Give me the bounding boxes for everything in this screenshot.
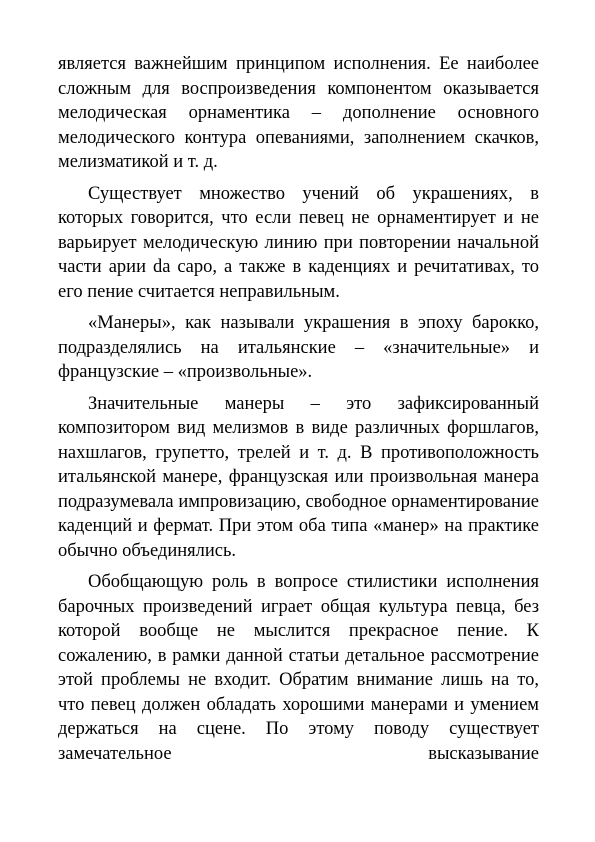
- paragraph-continued: является важнейшим принципом исполнения. Ее наиболее сложным для воспроизведения компонентом оказывается мелодическая орнаментика – дополнение основного мелодического контура опеваниями, заполнением скачков, мелизматикой и т. д.: [58, 54, 539, 172]
- paragraph-general-culture: Обобщающую роль в вопросе стилистики исполнения барочных произведений играет общая культура певца, без которой вообще не мыслится прекрасное пение. К сожалению, в рамки данной статьи детальное рассмотрение этой проблемы не входит. Обратим внимание лишь на то, что певец должен обладать хорошими манерами и умением держаться на сцене. По этому поводу существует замечательное высказывание: [58, 572, 539, 764]
- document-page: [58, 52, 539, 773]
- paragraph-ornament-teachings: Существует множество учений об украшениях, в которых говорится, что если певец не орнаментирует и не варьирует мелодическую линию при повторении начальной части арии da capo, а также в каденциях и речитативах, то его пение считается неправильным.: [58, 183, 539, 302]
- paragraph-significant-manners: Значительные манеры – это зафиксированный композитором вид мелизмов в виде различных форшлагов, нахшлагов, групетто, трелей и т. д. В противоположность итальянской манере, французская или произвольная манера подразумевала импровизацию, свободное орнаментирование каденций и фермат. При этом оба типа «манер» на практике обычно объединялись.: [58, 393, 539, 561]
- paragraph-manners: «Манеры», как называли украшения в эпоху барокко, подразделялись на итальянские – «значительные» и французские – «произвольные».: [58, 313, 539, 382]
